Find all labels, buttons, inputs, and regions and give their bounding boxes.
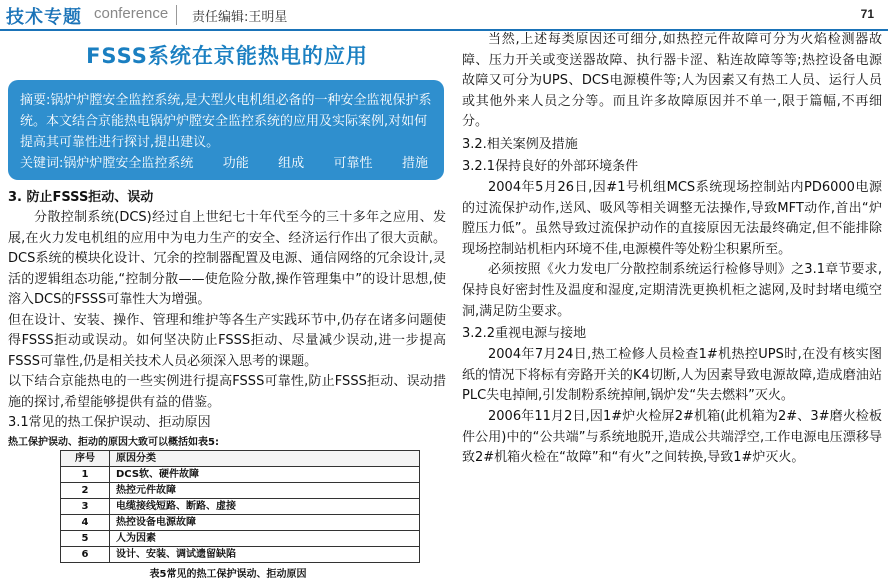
table-row <box>61 514 420 530</box>
keyword: 功能 <box>222 156 249 171</box>
paragraph: 当然,上述每类原因还可细分,如热控元件故障可分为火焰检测器故障、压力开关或变送器故障、执行器卡涩、粘连故障等等;热控设备电源故障又可分为UPS、DCS电源模件等;人为因素又有热工人员、运行人员或其他外来人员之分等。而且许多故障原因并不单一,限于篇幅,不再细分。 <box>462 32 882 130</box>
page-header <box>0 0 888 30</box>
paragraph: 分散控制系统(DCS)经过自上世纪七十年代至今的三十多年之应用、发展,在火力发电机组的应用中为电力生产的安全、经济运行作出了很大贡献。DCS系统的模块化设计、冗余的控制器配置及电源、通信网络的冗余设计,灵活的逻辑组态功能,“控制分散——使危险分散,操作管理集中”的设计思想,使溶入DCS的FSSS可靠性大为增强。 <box>8 210 446 307</box>
table-caption: 表5常见的热工保护误动、拒动原因 <box>149 568 307 580</box>
page-number: 71 <box>860 7 874 21</box>
paragraph: 2006年11月2日,因1#炉火检屏2#机箱(此机箱为2#、3#磨火检板件公用)中的“公共端”与系统地脱开,造成公共端浮空,工作电源电压漂移导致2#机箱火检在“故障”和“有火”之间转换,导致1#炉灭火。 <box>462 408 882 466</box>
column-header: 序号 <box>61 450 110 466</box>
table-cell: 4 <box>61 514 110 530</box>
paragraph: 2004年7月24日,热工检修人员检查1#机热控UPS时,在没有核实图纸的情况下将标有旁路开关的K4切断,人为因素导致电源故障,造成磨油站PLC失电掉闸,引发制粉系统掉闸,锅炉发“失去燃料”灭火。 <box>462 347 882 404</box>
left-column <box>8 40 446 580</box>
section-brand-english: conference <box>94 5 169 22</box>
subsection-heading: 3.1常见的热工保护误动、拒动原因 <box>8 415 211 430</box>
subsection-heading: 3.2.相关案例及措施 <box>462 136 578 152</box>
column-header: 原因分类 <box>110 450 420 466</box>
table-cell: 6 <box>61 546 110 562</box>
table-row <box>61 530 420 546</box>
table-cell: 5 <box>61 530 110 546</box>
table-row <box>61 482 420 498</box>
right-column <box>462 30 882 469</box>
paragraph: 但在设计、安装、操作、管理和维护等各生产实践环节中,仍存在诸多问题使得FSSS拒动或误动。如何坚决防止FSSS拒动、尽量减少误动,进一步提高FSSS可靠性,仍是相关技术人员必须深入思考的课题。 <box>8 312 446 369</box>
keyword: 措施 <box>401 156 428 171</box>
abstract-box <box>8 80 444 180</box>
subsection-heading: 3.2.1保持良好的外部环境条件 <box>462 158 639 174</box>
causes-table <box>60 450 420 563</box>
paragraph: 必须按照《火力发电厂分散控制系统运行检修导则》之3.1章节要求,保持良好密封性及温度和湿度,定期清洗更换机柜之滤网,及时封堵电缆空洞,满足防尘要求。 <box>462 262 882 319</box>
table-row <box>61 546 420 562</box>
table-cell: 设计、安装、调试遗留缺陷 <box>110 546 420 562</box>
header-separator <box>176 5 177 25</box>
table-cell: 热控设备电源故障 <box>110 514 420 530</box>
keywords-row <box>20 153 432 174</box>
abstract-text: 摘要:锅炉炉膛安全监控系统,是大型火电机组必备的一种安全监视保护系统。本文结合京能热电锅炉炉膛安全监控系统的应用及实际案例,对如何提高其可靠性进行探讨,提出建议。 <box>20 93 432 150</box>
table-cell: DCS软、硬件故障 <box>110 466 420 482</box>
keyword: 可靠性 <box>333 156 373 171</box>
section-heading: 3. 防止FSSS拒动、误动 <box>8 190 154 205</box>
keyword: 组成 <box>278 156 305 171</box>
article-title: FSSS系统在京能热电的应用 <box>86 44 368 68</box>
section-brand: 技术专题 <box>6 7 82 28</box>
table-intro: 热工保护误动、拒动的原因大致可以概括如表5: <box>8 436 219 448</box>
table-header-row <box>61 450 420 466</box>
table-cell: 热控元件故障 <box>110 482 420 498</box>
table-cell: 电缆接线短路、断路、虚接 <box>110 498 420 514</box>
table-cell: 2 <box>61 482 110 498</box>
responsible-editor: 责任编辑:王明星 <box>192 10 288 25</box>
table-cell: 1 <box>61 466 110 482</box>
subsection-heading: 3.2.2重视电源与接地 <box>462 326 587 342</box>
paragraph: 以下结合京能热电的一些实例进行提高FSSS可靠性,防止FSSS拒动、误动措施的探讨,希望能够提供有益的借鉴。 <box>8 374 446 410</box>
table-cell: 人为因素 <box>110 530 420 546</box>
table-row <box>61 498 420 514</box>
table-row <box>61 466 420 482</box>
keyword-label: 关键词:锅炉炉膛安全监控系统 <box>20 156 194 171</box>
table-cell: 3 <box>61 498 110 514</box>
paragraph: 2004年5月26日,因#1号机组MCS系统现场控制站内PD6000电源的过流保护动作,送风、吸风等相关调整无法操作,导致MFT动作,首出“炉膛压力低”。虽然导致过流保护动作的直接原因无法最终确定,但不能排除现场控制站机柜内环境不佳,电源模件等处粉尘积累所至。 <box>462 179 882 257</box>
